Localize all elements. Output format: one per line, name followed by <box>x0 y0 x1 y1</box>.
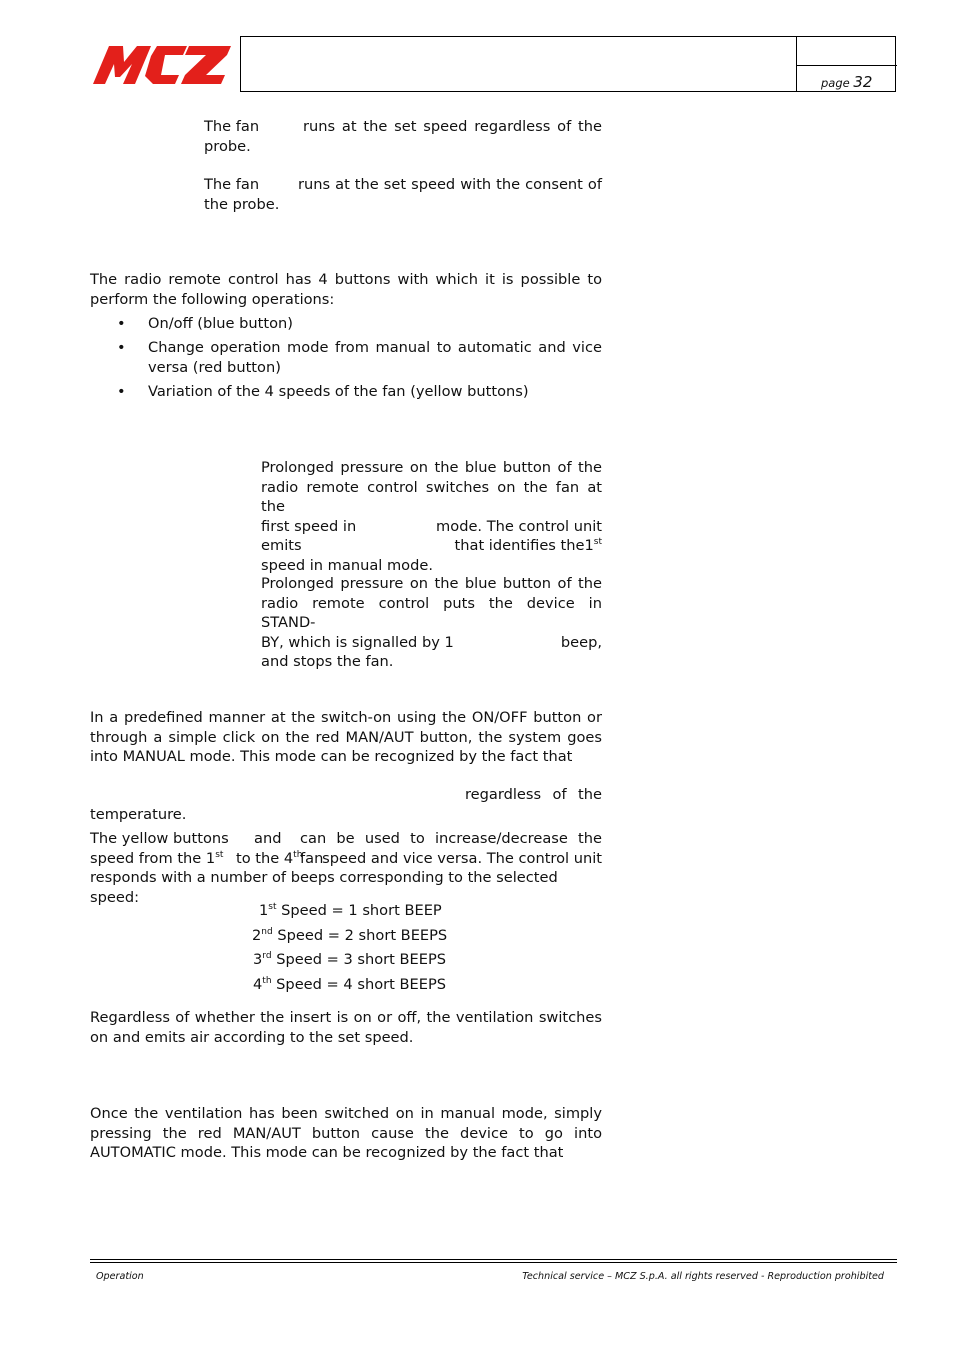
logo-mark <box>93 46 231 84</box>
manual-mode-paragraph <box>90 708 602 767</box>
on-line-1: Prolonged pressure on the blue button of the <box>261 459 602 476</box>
on-line-3b: mode. The control unit <box>436 517 602 535</box>
remote-bullets <box>90 314 602 406</box>
yellow-buttons-paragraph <box>90 829 602 907</box>
page-number <box>821 73 872 94</box>
automatic-line-2: pressing the red MAN/AUT button cause the device to go into <box>90 1124 602 1142</box>
on-line-4b: that identifies the1 <box>454 537 594 554</box>
speed-item: 3rd Speed = 3 short BEEPS <box>253 951 447 968</box>
manual-line-2: through a simple click on the red MAN/AUT button, the system goes <box>90 728 602 746</box>
remote-intro <box>90 270 602 309</box>
manual-line-4: regardless of the <box>465 786 602 803</box>
on-line-3a: first speed in <box>261 517 357 535</box>
standby-paragraph <box>261 574 602 672</box>
speeds-list <box>244 901 454 999</box>
fan-manual-start: The fan <box>204 118 260 135</box>
off-line-3b: beep, <box>560 633 602 651</box>
header-cell-line <box>796 65 897 66</box>
yellow-line-2c: speed and vice versa. The control unit <box>322 849 602 867</box>
automatic-line-3: AUTOMATIC mode. This mode can be recognized by the fact that <box>90 1144 564 1161</box>
on-line-4-sup: st <box>593 537 602 547</box>
off-line-4: and stops the fan. <box>261 653 394 670</box>
footer-section: Operation <box>96 1271 144 1282</box>
manual-temperature <box>90 785 602 824</box>
manual-line-3: into MANUAL mode. This mode can be recognized by the fact that <box>90 748 573 765</box>
remote-intro-line-2: perform the following operations: <box>90 290 335 308</box>
speed-item: 2nd Speed = 2 short BEEPS <box>252 926 448 944</box>
manual-line-5: temperature. <box>90 805 187 823</box>
page-number-value: 32 <box>853 73 873 91</box>
footer-copyright: Technical service – MCZ S.p.A. all rights reserved - Reproduction prohibited <box>522 1271 884 1282</box>
automatic-line-1: Once the ventilation has been switched on in manual mode, simply <box>90 1105 602 1122</box>
yellow-line-2a: speed from the 1 <box>90 849 216 867</box>
speed-item: 1st Speed = 1 short BEEP <box>259 902 442 919</box>
footer-rule-2 <box>90 1262 897 1263</box>
fan-auto-start: The fan <box>204 176 260 193</box>
header-box <box>240 36 896 92</box>
speed-item: 4th Speed = 4 short BEEPS <box>253 975 447 993</box>
automatic-paragraph <box>90 1104 602 1163</box>
fan-manual-rest: runs at the set speed regardless of the <box>303 118 602 135</box>
bullet-speeds: • Variation of the 4 speeds of the fan (yellow buttons) <box>90 382 602 402</box>
yellow-line-1c: can be used to increase/decrease the fan <box>300 830 602 867</box>
off-line-2: radio remote control puts the device in STAND- <box>261 594 602 631</box>
fan-auto-paragraph <box>204 175 602 214</box>
yellow-line-3: responds with a number of beeps corresponding to the selected speed: <box>90 869 558 906</box>
logo-text: MCZ <box>161 72 165 73</box>
bullet-onoff: • On/off (blue button) <box>90 314 602 334</box>
switch-on-paragraph <box>261 458 602 575</box>
regardless-line-1: Regardless of whether the insert is on or off, the ventilation switches <box>90 1009 602 1026</box>
manual-line-1: In a predefined manner at the switch-on using the ON/OFF button or <box>90 709 602 726</box>
on-line-2: radio remote control switches on the fan at the <box>261 478 602 515</box>
fan-auto-rest: runs at the set speed with the consent of <box>298 176 602 193</box>
yellow-sup-1: st <box>215 849 224 860</box>
on-line-5: speed in manual mode. <box>261 556 433 574</box>
mcz-logo <box>93 44 233 86</box>
yellow-sup-2: th <box>293 849 303 860</box>
fan-auto-end: the probe. <box>204 195 280 213</box>
fan-manual-end: probe. <box>204 137 251 155</box>
fan-manual-paragraph <box>204 117 602 156</box>
yellow-line-2b: to the 4 <box>236 849 294 867</box>
footer-rule <box>90 1259 897 1260</box>
header-divider <box>796 37 797 91</box>
yellow-line-1a: The yellow buttons <box>90 830 229 847</box>
off-line-1: Prolonged pressure on the blue button of the <box>261 575 602 592</box>
remote-intro-line-1: The radio remote control has 4 buttons with which it is possible to <box>90 271 602 288</box>
regardless-line-2: on and emits air according to the set speed. <box>90 1028 414 1046</box>
yellow-line-1b: and <box>254 830 282 847</box>
off-line-3a: BY, which is signalled by 1 <box>261 633 454 651</box>
bullet-mode: • Change operation mode from manual to automatic and vice versa (red button) <box>90 338 602 377</box>
regardless-paragraph <box>90 1008 602 1047</box>
page-label: page <box>821 76 850 90</box>
on-line-4a: emits <box>261 537 302 554</box>
